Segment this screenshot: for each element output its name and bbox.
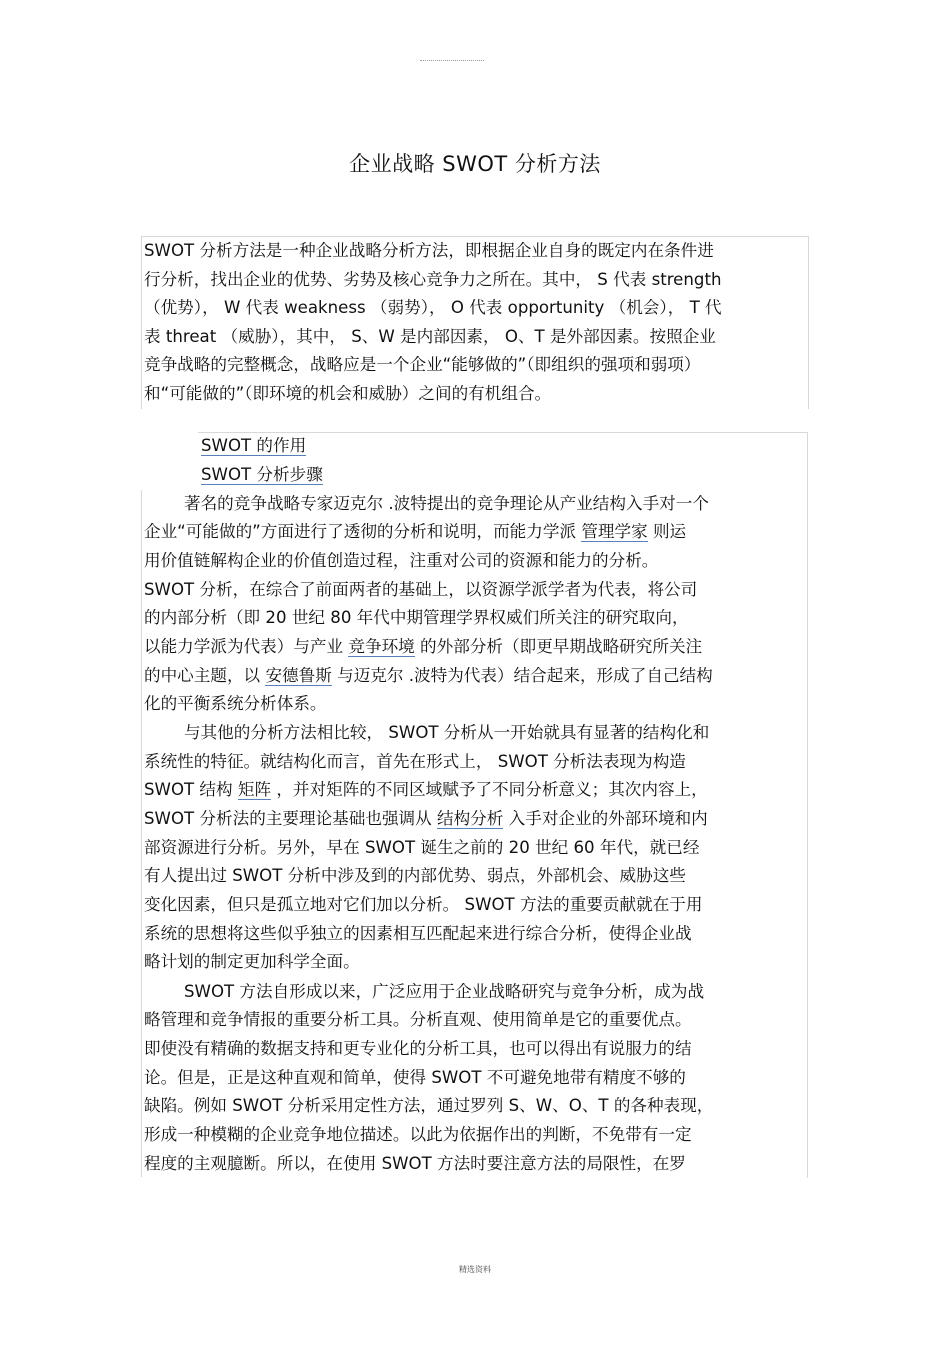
body-line: 部资源进行分析。另外，早在 SWOT 诞生之前的 20 世纪 60 年代，就已经 — [144, 838, 700, 857]
body-line: 略管理和竞争情报的重要分析工具。分析直观、使用简单是它的重要优点。 — [144, 1010, 692, 1029]
body-line: 即使没有精确的数据支持和更专业化的分析工具，也可以得出有说服力的结 — [144, 1039, 692, 1058]
intro-line: SWOT 分析方法是一种企业战略分析方法，即根据企业自身的既定内在条件进 — [144, 241, 714, 260]
body-line: 化的平衡系统分析体系。 — [144, 694, 327, 713]
body-text: ，并对矩阵的不同区域赋予了不同分析意义；其次内容上， — [271, 780, 708, 799]
body-line: 著名的竞争战略专家迈克尔 .波特提出的竞争理论从产业结构入手对一个 — [184, 494, 709, 513]
link-competitive-environment[interactable]: 竞争环境 — [348, 637, 415, 656]
intro-line: 表 threat （威胁），其中， S、W 是内部因素， O、T 是外部因素。按照企业 — [144, 327, 716, 346]
page-footer: 精选资料 — [459, 1265, 491, 1274]
body-text: 的中心主题，以 — [144, 666, 266, 685]
body-line: 的内部分析（即 20 世纪 80 年代中期管理学界权威们所关注的研究取向， — [144, 608, 689, 627]
link-structural-analysis[interactable]: 结构分析 — [437, 809, 504, 828]
link-matrix[interactable]: 矩阵 — [237, 780, 272, 799]
body-line: SWOT 分析，在综合了前面两者的基础上，以资源学派学者为代表，将公司 — [144, 580, 698, 599]
body-line: 有人提出过 SWOT 分析中涉及到的内部优势、弱点，外部机会、威胁这些 — [144, 866, 686, 885]
body-text: 以能力学派为代表）与产业 — [144, 637, 349, 656]
body-text: 的外部分析（即更早期战略研究所关注 — [414, 637, 703, 656]
page-title: 企业战略 SWOT 分析方法 — [349, 152, 601, 176]
body-line: 与其他的分析方法相比较， SWOT 分析从一开始就具有显著的结构化和 — [184, 723, 710, 742]
body-line — [144, 662, 713, 691]
body-line: 略计划的制定更加科学全面。 — [144, 952, 360, 971]
body-text: 与迈克尔 .波特为代表）结合起来，形成了自己结构 — [331, 666, 713, 685]
intro-line: 和“可能做的”（即环境的机会和威胁）之间的有机组合。 — [144, 384, 552, 403]
intro-line: （优势）， W 代表 weakness （弱势）， O 代表 opportunity （机会）， T 代 — [144, 298, 722, 317]
intro-line: 行分析，找出企业的优势、劣势及核心竞争力之所在。其中， S 代表 strength — [144, 270, 722, 289]
body-line: 用价值链解构企业的价值创造过程，注重对公司的资源和能力的分析。 — [144, 551, 659, 570]
header-rule — [420, 60, 484, 61]
body-text: 入手对企业的外部环境和内 — [503, 809, 708, 828]
body-text: 则运 — [647, 522, 687, 541]
body-line: 程度的主观臆断。所以，在使用 SWOT 方法时要注意方法的局限性，在罗 — [144, 1154, 686, 1173]
body-line — [144, 633, 702, 662]
body-frame-left — [141, 490, 142, 1177]
body-text: 企业“可能做的”方面进行了透彻的分析和说明，而能力学派 — [144, 522, 582, 541]
body-line: 变化因素，但只是孤立地对它们加以分析。 SWOT 方法的重要贡献就在于用 — [144, 895, 703, 914]
body-line: 系统的思想将这些似乎独立的因素相互匹配起来进行综合分析，使得企业战 — [144, 924, 692, 943]
body-text: SWOT 结构 — [144, 780, 238, 799]
body-line: 形成一种模糊的企业竞争地位描述。以此为依据作出的判断，不免带有一定 — [144, 1125, 692, 1144]
body-text: SWOT 分析法的主要理论基础也强调从 — [144, 809, 437, 828]
body-line: 系统性的特征。就结构化而言，首先在形式上， SWOT 分析法表现为构造 — [144, 752, 686, 771]
intro-line: 竞争战略的完整概念，战略应是一个企业“能够做的”（即组织的强项和弱项） — [144, 355, 701, 374]
toc-link-swot-role[interactable]: SWOT 的作用 — [201, 436, 307, 455]
body-line: 论。但是，正是这种直观和简单，使得 SWOT 不可避免地带有精度不够的 — [144, 1068, 686, 1087]
toc-link-swot-steps[interactable]: SWOT 分析步骤 — [201, 465, 323, 484]
body-line — [144, 518, 686, 547]
body-line: SWOT 方法自形成以来，广泛应用于企业战略研究与竞争分析，成为战 — [184, 982, 705, 1001]
link-management-scholar[interactable]: 管理学家 — [581, 522, 648, 541]
body-line — [144, 776, 708, 805]
body-line: 缺陷。例如 SWOT 分析采用定性方法，通过罗列 S、W、O、T 的各种表现， — [144, 1096, 714, 1115]
body-line — [144, 805, 708, 834]
link-andrews[interactable]: 安德鲁斯 — [265, 666, 332, 685]
